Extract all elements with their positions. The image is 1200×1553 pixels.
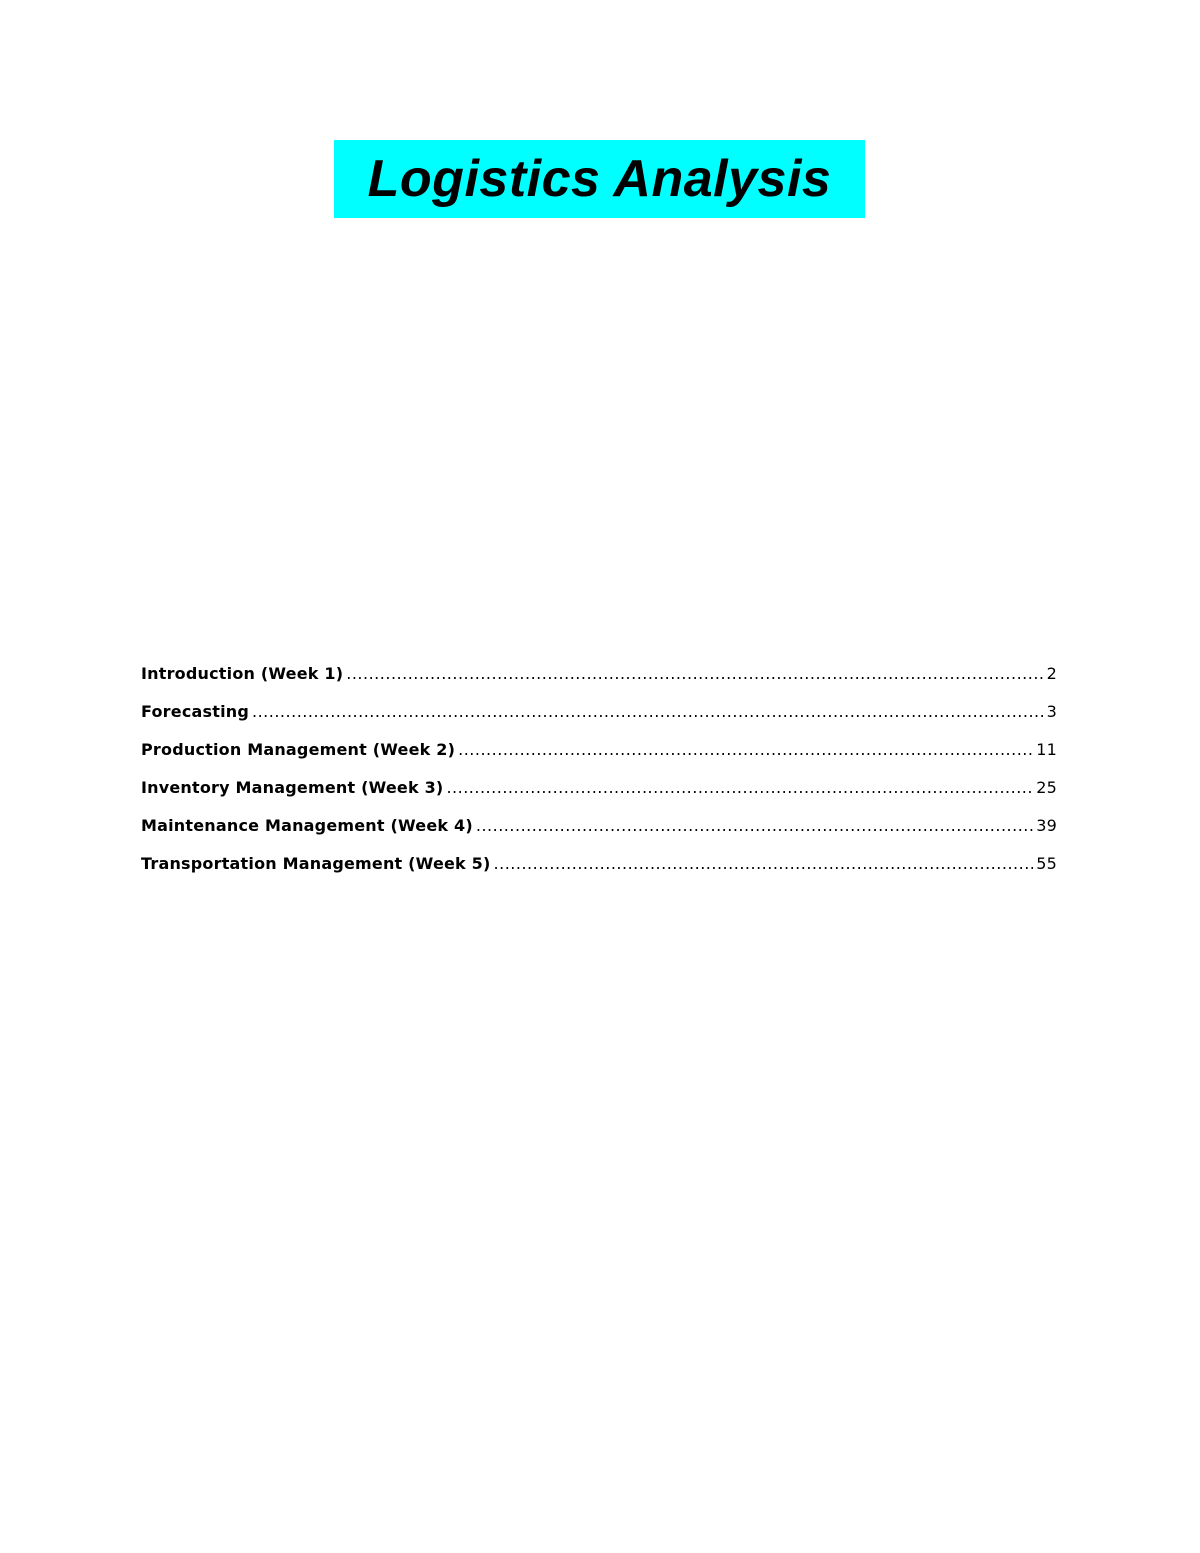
toc-entry-label: Forecasting [141,702,249,721]
toc-dot-leader [494,850,1034,878]
toc-entry-label: Introduction (Week 1) [141,664,344,683]
toc-entry-label: Inventory Management (Week 3) [141,778,444,797]
document-title: Logistics Analysis [367,150,832,208]
toc-entry-page: 39 [1036,816,1057,835]
toc-entry-page: 11 [1036,740,1057,759]
toc-entry-page: 3 [1046,702,1057,721]
toc-entry-inventory-management[interactable] [141,774,1057,812]
toc-entry-label: Production Management (Week 2) [141,740,456,759]
title-highlight [334,140,865,218]
toc-entry-page: 25 [1036,778,1057,797]
table-of-contents [141,660,1057,888]
toc-entry-forecasting[interactable] [141,698,1057,736]
toc-dot-leader [252,698,1044,726]
toc-dot-leader [446,774,1033,802]
toc-entry-maintenance-management[interactable] [141,812,1057,850]
toc-entry-production-management[interactable] [141,736,1057,774]
toc-entry-introduction[interactable] [141,660,1057,698]
toc-dot-leader [476,812,1033,840]
toc-entry-label: Maintenance Management (Week 4) [141,816,473,835]
toc-entry-transportation-management[interactable] [141,850,1057,888]
toc-entry-page: 55 [1036,854,1057,873]
toc-entry-page: 2 [1046,664,1057,683]
toc-dot-leader [458,736,1033,764]
toc-dot-leader [346,660,1043,688]
toc-entry-label: Transportation Management (Week 5) [141,854,491,873]
